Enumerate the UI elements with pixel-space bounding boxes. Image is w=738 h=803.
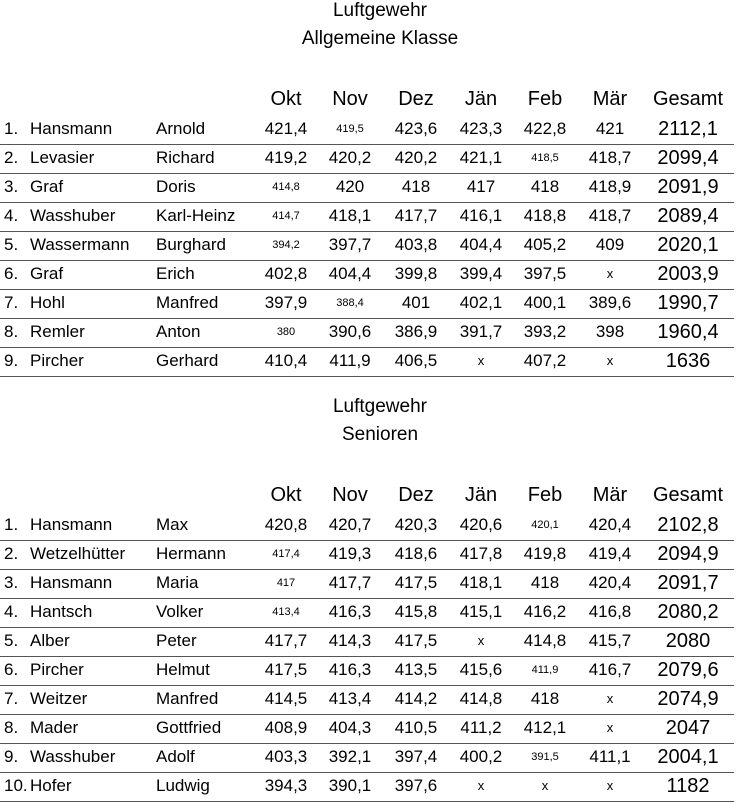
lastname-cell: Wetzelhütter: [30, 544, 126, 563]
score-cell: 414,8: [272, 181, 300, 193]
score-cell: 401: [401, 293, 431, 312]
score-cell: 415,8: [394, 602, 438, 621]
score-cell: 420,7: [328, 515, 372, 534]
score-cell: 418,1: [328, 206, 372, 225]
rank-cell: 3.: [4, 573, 19, 592]
score-cell: 400,1: [523, 293, 567, 312]
score-cell: 415,6: [459, 660, 503, 679]
score-cell: 416,7: [588, 660, 632, 679]
table-row: [0, 540, 734, 570]
table-row: [0, 115, 734, 145]
rank-cell: 2.: [4, 148, 19, 167]
score-cell: 412,1: [523, 718, 567, 737]
score-cell: 403,3: [264, 747, 308, 766]
score-cell: 422,8: [523, 119, 567, 138]
score-cell: 404,3: [328, 718, 372, 737]
total-cell: 2074,9: [657, 688, 719, 710]
lastname-cell: Weitzer: [30, 689, 88, 708]
score-cell: 408,9: [264, 718, 308, 737]
score-cell: 397,5: [523, 264, 567, 283]
lastname-cell: Hansmann: [30, 119, 113, 138]
score-cell: 411,9: [531, 664, 559, 676]
score-cell: 418,8: [523, 206, 567, 225]
table-row: [0, 347, 734, 377]
firstname-cell: Doris: [156, 177, 196, 196]
results-section: [0, 0, 738, 378]
firstname-cell: Helmut: [156, 660, 210, 679]
score-cell: 410,5: [394, 718, 438, 737]
rank-cell: 8.: [4, 322, 19, 341]
score-cell: 420,1: [531, 519, 559, 531]
rank-cell: 7.: [4, 689, 19, 708]
score-cell: 418,7: [588, 206, 632, 225]
score-cell: x: [606, 720, 614, 735]
firstname-cell: Burghard: [156, 235, 226, 254]
score-cell: x: [477, 633, 485, 648]
score-cell: 400,2: [459, 747, 503, 766]
score-cell: 409: [595, 235, 625, 254]
score-cell: 418: [401, 177, 431, 196]
total-cell: 2112,1: [658, 118, 718, 140]
rank-cell: 1.: [4, 515, 19, 534]
score-cell: 419,5: [336, 123, 364, 135]
score-cell: 410,4: [264, 351, 308, 370]
table-row: [0, 202, 734, 232]
firstname-cell: Adolf: [156, 747, 195, 766]
total-cell: 2094,9: [657, 543, 719, 565]
rank-cell: 10.: [4, 776, 28, 795]
column-header: Jän: [464, 88, 498, 110]
score-cell: 418,5: [531, 152, 559, 164]
lastname-cell: Wasshuber: [30, 206, 116, 225]
score-cell: 416,8: [588, 602, 632, 621]
table-row: [0, 743, 734, 773]
score-cell: 404,4: [459, 235, 503, 254]
firstname-cell: Manfred: [156, 293, 219, 312]
score-cell: 411,9: [329, 351, 371, 370]
rank-cell: 7.: [4, 293, 19, 312]
lastname-cell: Alber: [30, 631, 70, 650]
score-cell: 407,2: [523, 351, 567, 370]
score-cell: 389,6: [588, 293, 632, 312]
table-row: [0, 289, 734, 319]
score-cell: 405,2: [523, 235, 567, 254]
total-cell: 2020,1: [657, 234, 719, 256]
lastname-cell: Mader: [30, 718, 79, 737]
firstname-cell: Erich: [156, 264, 195, 283]
firstname-cell: Max: [156, 515, 189, 534]
rank-cell: 8.: [4, 718, 19, 737]
column-header: Dez: [398, 484, 434, 506]
score-cell: 411,2: [460, 718, 502, 737]
score-cell: 417,7: [394, 206, 438, 225]
score-cell: 414,8: [459, 689, 503, 708]
score-cell: 397,4: [394, 747, 438, 766]
score-cell: 414,7: [272, 210, 300, 222]
score-cell: 417,7: [264, 631, 308, 650]
score-cell: 416,1: [459, 206, 503, 225]
score-cell: 414,8: [523, 631, 567, 650]
score-cell: 415,7: [588, 631, 632, 650]
firstname-cell: Anton: [156, 322, 201, 341]
score-cell: 417,5: [394, 573, 438, 592]
column-header: Feb: [527, 484, 563, 506]
table-row: [0, 598, 734, 628]
total-cell: 2047: [665, 717, 711, 739]
score-cell: 419,3: [328, 544, 372, 563]
score-cell: 394,3: [264, 776, 308, 795]
score-cell: x: [606, 353, 614, 368]
column-header: Gesamt: [652, 484, 724, 506]
firstname-cell: Gottfried: [156, 718, 222, 737]
table-row: [0, 714, 734, 744]
score-cell: 391,5: [531, 751, 559, 763]
score-cell: 416,3: [328, 602, 372, 621]
score-cell: 388,4: [336, 297, 364, 309]
score-cell: 418: [530, 689, 560, 708]
lastname-cell: Wassermann: [30, 235, 130, 254]
score-cell: 421,4: [264, 119, 308, 138]
total-cell: 2089,4: [657, 205, 719, 227]
score-cell: x: [606, 778, 614, 793]
score-cell: 413,4: [272, 606, 300, 618]
score-cell: 380: [276, 326, 296, 338]
score-cell: 417,4: [272, 548, 300, 560]
firstname-cell: Volker: [156, 602, 204, 621]
score-cell: 414,2: [394, 689, 438, 708]
lastname-cell: Hansmann: [30, 515, 113, 534]
score-cell: 399,4: [459, 264, 503, 283]
total-cell: 2099,4: [657, 147, 719, 169]
score-cell: 390,6: [328, 322, 372, 341]
rank-cell: 4.: [4, 206, 19, 225]
rank-cell: 5.: [4, 235, 19, 254]
score-cell: 392,1: [328, 747, 372, 766]
column-header: Mär: [592, 484, 628, 506]
score-cell: 420,8: [264, 515, 308, 534]
rank-cell: 9.: [4, 351, 19, 370]
score-cell: 420: [335, 177, 365, 196]
total-cell: 2079,6: [657, 659, 719, 681]
score-cell: 418: [530, 573, 560, 592]
section-title: Luftgewehr: [332, 396, 427, 417]
table-row: [0, 569, 734, 599]
score-cell: 417,5: [394, 631, 438, 650]
column-header: Mär: [592, 88, 628, 110]
score-cell: 417,8: [459, 544, 503, 563]
score-cell: 423,6: [394, 119, 438, 138]
table-row: [0, 173, 734, 203]
score-cell: 413,5: [394, 660, 438, 679]
total-cell: 2091,7: [657, 572, 719, 594]
score-cell: 398: [595, 322, 625, 341]
column-header: Okt: [270, 484, 302, 506]
firstname-cell: Hermann: [156, 544, 226, 563]
score-cell: 418,1: [459, 573, 503, 592]
score-cell: 417,7: [328, 573, 372, 592]
score-cell: 418: [530, 177, 560, 196]
rank-cell: 1.: [4, 119, 19, 138]
score-cell: x: [477, 778, 485, 793]
table-row: [0, 511, 734, 541]
rank-cell: 5.: [4, 631, 19, 650]
total-cell: 2091,9: [657, 176, 719, 198]
score-cell: 420,4: [588, 573, 632, 592]
total-cell: 2080,2: [657, 601, 719, 623]
score-cell: 420,6: [459, 515, 503, 534]
total-cell: 1182: [666, 775, 710, 797]
total-cell: 1990,7: [657, 292, 719, 314]
section-subtitle: Senioren: [341, 424, 419, 445]
firstname-cell: Manfred: [156, 689, 219, 708]
score-cell: 417,5: [264, 660, 308, 679]
firstname-cell: Maria: [156, 573, 199, 592]
lastname-cell: Hantsch: [30, 602, 93, 621]
score-cell: 390,1: [328, 776, 372, 795]
score-cell: 402,1: [459, 293, 503, 312]
score-cell: x: [541, 778, 549, 793]
firstname-cell: Richard: [156, 148, 215, 167]
column-header: Nov: [332, 88, 368, 110]
column-header: Nov: [332, 484, 368, 506]
score-cell: x: [477, 353, 485, 368]
score-cell: 414,3: [328, 631, 372, 650]
score-cell: 418,9: [588, 177, 632, 196]
score-cell: 397,7: [328, 235, 372, 254]
rank-cell: 3.: [4, 177, 19, 196]
table-row: [0, 260, 734, 290]
column-header: Feb: [527, 88, 563, 110]
total-cell: 2003,9: [657, 263, 719, 285]
table-row: [0, 656, 734, 686]
score-cell: 420,3: [394, 515, 438, 534]
score-cell: 415,1: [459, 602, 503, 621]
total-cell: 2102,8: [657, 514, 719, 536]
lastname-cell: Pircher: [30, 660, 84, 679]
score-cell: 416,2: [523, 602, 567, 621]
lastname-cell: Hansmann: [30, 573, 113, 592]
lastname-cell: Hofer: [30, 776, 72, 795]
total-cell: 2080: [665, 630, 711, 652]
score-cell: 419,8: [523, 544, 567, 563]
score-cell: 417: [466, 177, 496, 196]
score-cell: 403,8: [394, 235, 438, 254]
score-cell: 399,8: [394, 264, 438, 283]
score-cell: 419,2: [264, 148, 308, 167]
score-cell: x: [606, 691, 614, 706]
score-cell: 402,8: [264, 264, 308, 283]
score-cell: 420,2: [394, 148, 438, 167]
firstname-cell: Gerhard: [156, 351, 219, 370]
score-cell: 411,1: [589, 747, 631, 766]
score-cell: 393,2: [523, 322, 567, 341]
results-section: [0, 396, 738, 803]
firstname-cell: Ludwig: [156, 776, 210, 795]
score-cell: 421,1: [459, 148, 503, 167]
firstname-cell: Arnold: [156, 119, 206, 138]
column-header: Jän: [464, 484, 498, 506]
total-cell: 1960,4: [657, 321, 719, 343]
score-cell: 404,4: [328, 264, 372, 283]
lastname-cell: Graf: [30, 264, 64, 283]
rank-cell: 6.: [4, 264, 19, 283]
score-cell: 420,4: [588, 515, 632, 534]
score-cell: 423,3: [459, 119, 503, 138]
table-row: [0, 144, 734, 174]
lastname-cell: Hohl: [30, 293, 65, 312]
score-cell: 414,5: [264, 689, 308, 708]
score-cell: 397,6: [394, 776, 438, 795]
lastname-cell: Graf: [30, 177, 64, 196]
table-row: [0, 231, 734, 261]
table-row: [0, 685, 734, 715]
rank-cell: 4.: [4, 602, 19, 621]
score-cell: 386,9: [394, 322, 438, 341]
lastname-cell: Pircher: [30, 351, 84, 370]
column-header: Gesamt: [652, 88, 724, 110]
rank-cell: 9.: [4, 747, 19, 766]
firstname-cell: Karl-Heinz: [156, 206, 236, 225]
score-cell: 420,2: [328, 148, 372, 167]
table-row: [0, 318, 734, 348]
section-title: Luftgewehr: [332, 0, 427, 21]
score-cell: 417: [276, 577, 296, 589]
lastname-cell: Levasier: [30, 148, 95, 167]
score-cell: 421: [595, 119, 625, 138]
score-cell: 416,3: [328, 660, 372, 679]
score-cell: 406,5: [394, 351, 438, 370]
lastname-cell: Remler: [30, 322, 85, 341]
score-cell: 418,6: [394, 544, 438, 563]
firstname-cell: Peter: [156, 631, 197, 650]
score-cell: 394,2: [272, 239, 300, 251]
rank-cell: 2.: [4, 544, 19, 563]
total-cell: 1636: [665, 350, 711, 372]
table-row: [0, 772, 734, 802]
rank-cell: 6.: [4, 660, 19, 679]
total-cell: 2004,1: [657, 746, 719, 768]
lastname-cell: Wasshuber: [30, 747, 116, 766]
score-cell: 419,4: [588, 544, 632, 563]
score-cell: 418,7: [588, 148, 632, 167]
column-header: Okt: [270, 88, 302, 110]
column-header: Dez: [398, 88, 434, 110]
score-cell: 397,9: [264, 293, 308, 312]
score-cell: 413,4: [328, 689, 372, 708]
table-row: [0, 627, 734, 657]
score-cell: x: [606, 266, 614, 281]
section-subtitle: Allgemeine Klasse: [301, 28, 459, 49]
score-cell: 391,7: [459, 322, 503, 341]
